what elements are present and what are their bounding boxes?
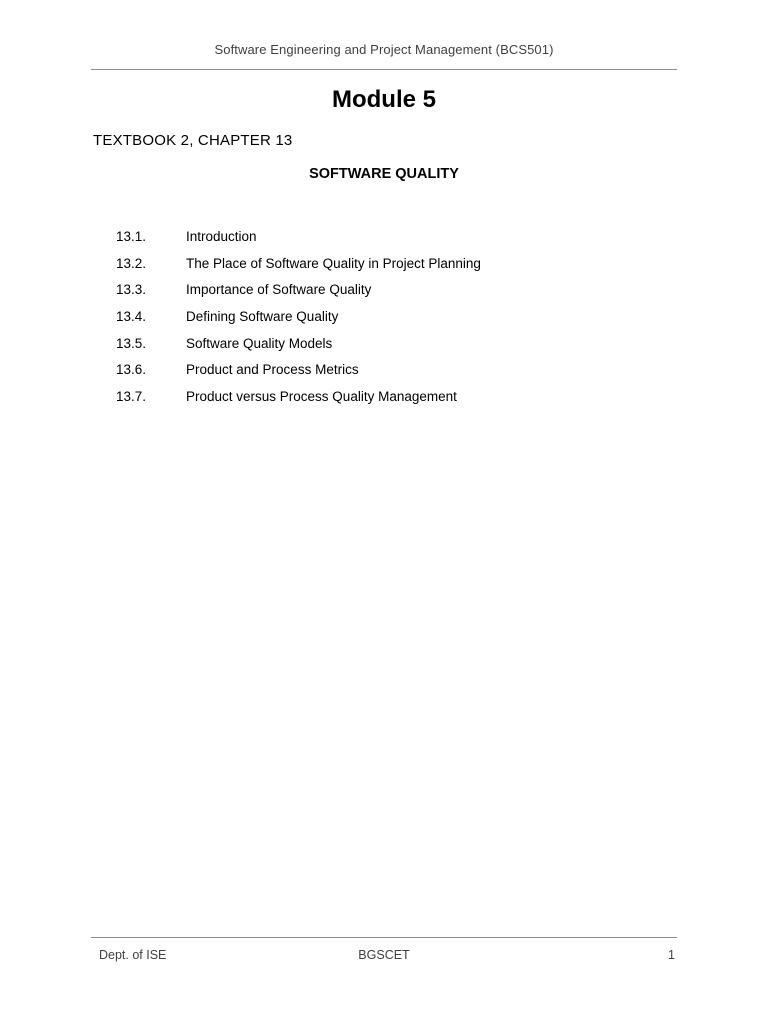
toc-item xyxy=(116,229,676,256)
footer-department: Dept. of ISE xyxy=(99,948,167,962)
toc-item xyxy=(116,309,676,336)
toc-item xyxy=(116,389,676,416)
toc-item xyxy=(116,256,676,283)
toc-item-title: Introduction xyxy=(186,229,257,244)
toc-item-number: 13.7. xyxy=(116,389,147,405)
chapter-reference: TEXTBOOK 2, CHAPTER 13 xyxy=(93,132,293,149)
header-divider xyxy=(91,69,677,70)
toc-item-title: Software Quality Models xyxy=(186,335,333,351)
footer-divider xyxy=(91,937,677,938)
toc-item-number: 13.2. xyxy=(116,255,147,271)
toc-item-number: 13.1. xyxy=(116,229,147,244)
footer-institution: BGSCET xyxy=(358,948,410,962)
toc-item xyxy=(116,362,676,389)
page-number: 1 xyxy=(668,948,675,962)
toc-item-number: 13.5. xyxy=(116,335,147,351)
toc-item xyxy=(116,336,676,363)
toc-item-title: Product versus Process Quality Management xyxy=(186,389,457,405)
toc-item-title: Importance of Software Quality xyxy=(186,282,372,298)
toc-item-title: Product and Process Metrics xyxy=(186,362,359,378)
page-header: Software Engineering and Project Management (BCS501) xyxy=(214,42,554,57)
table-of-contents xyxy=(116,229,676,416)
toc-item-number: 13.3. xyxy=(116,282,147,298)
section-heading: SOFTWARE QUALITY xyxy=(309,166,459,182)
module-title: Module 5 xyxy=(331,86,436,113)
toc-item-number: 13.4. xyxy=(116,309,147,325)
toc-item-number: 13.6. xyxy=(116,362,147,378)
toc-item-title: Defining Software Quality xyxy=(186,309,339,325)
toc-item-title: The Place of Software Quality in Project Planning xyxy=(186,255,481,271)
toc-item xyxy=(116,282,676,309)
